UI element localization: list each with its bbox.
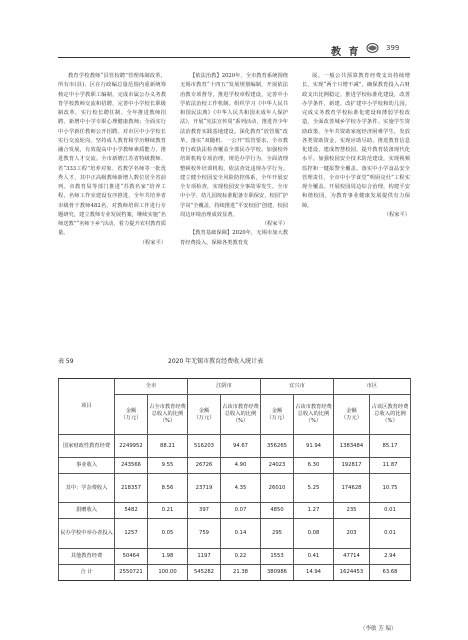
cell: 0.21	[148, 503, 188, 519]
cell: 1553	[261, 549, 294, 565]
cell: 85.17	[370, 435, 411, 458]
cell: 174628	[334, 474, 370, 503]
row-label: 捐赠收入	[59, 503, 115, 519]
cell: 0.07	[221, 503, 261, 519]
cell: 21.38	[221, 565, 261, 581]
text-column-3	[302, 72, 410, 220]
row-header: 项目	[59, 379, 115, 435]
cell: 1197	[188, 549, 221, 565]
cell: 5.25	[294, 474, 334, 503]
row-label: 民办学校中举办者投入	[59, 519, 115, 549]
text-column-2	[180, 72, 288, 248]
cell: 5482	[115, 503, 148, 519]
row-label: 其中：学杂费收入	[59, 474, 115, 503]
cell: 1257	[115, 519, 148, 549]
cell: 192817	[334, 458, 370, 474]
group-header: 江阴市	[188, 379, 261, 395]
row-label: 国家财政性教育经费	[59, 435, 115, 458]
paragraph-source: （程家平）	[383, 211, 410, 218]
column-header: 占该市教育经费总收入的比例（%）	[294, 395, 334, 435]
cell: 218357	[115, 474, 148, 503]
page-number: 399	[386, 44, 400, 52]
running-header	[0, 40, 468, 62]
section-title: 教 育	[331, 47, 361, 58]
group-header: 全市	[115, 379, 188, 395]
cell: 1.27	[294, 503, 334, 519]
cell: 88.21	[148, 435, 188, 458]
column-header: 金额 （万元）	[334, 395, 370, 435]
cell: 4.90	[221, 458, 261, 474]
column-header: 金额 （万元）	[115, 395, 148, 435]
cell: 47714	[334, 549, 370, 565]
table-footnote: （李敏 芳 编）	[360, 626, 397, 632]
cell: 243566	[115, 458, 148, 474]
cell: 545282	[188, 565, 221, 581]
text-column-1	[58, 72, 166, 248]
cell: 0.08	[294, 519, 334, 549]
cell: 0.22	[221, 549, 261, 565]
column-header: 占全市教育经费总收入的比例（%）	[148, 395, 188, 435]
cell: 397	[188, 503, 221, 519]
cell: 356265	[261, 435, 294, 458]
cell: 94.67	[221, 435, 261, 458]
table-row	[59, 458, 411, 474]
cell: 1.98	[148, 549, 188, 565]
cell: 2.94	[370, 549, 411, 565]
cell: 14.94	[294, 565, 334, 581]
row-label: 事业收入	[59, 458, 115, 474]
column-header: 占该市教育经费总收入的比例（%）	[221, 395, 261, 435]
cell: 9.55	[148, 458, 188, 474]
cell: 24023	[261, 458, 294, 474]
cell: 91.94	[294, 435, 334, 458]
cell: 26010	[261, 474, 294, 503]
cell: 1624453	[334, 565, 370, 581]
table-number: 表 59	[58, 358, 74, 365]
paragraph: 展。一般公共预算教育经费支出持续增长，实现“两个只增不减”，确保教育投入占财政支出比例稳定。推进学校标准化建设，改善办学条件，新建、改扩建中小学校和幼儿园。完成义务教育学校标准化建设和薄弱学校改造，全面改善城乡学校办学条件。实施学生资助政策，全年共资助家庭经济困难学生，发放各类资助资金，实现应助尽助。推进教育信息化建设，建成智慧校园，提升教育装备现代化水平。加强校园安全技术防范建设，实现视频监控和一键报警全覆盖。落实中小学食品安全管理责任，全市中小学食堂“明厨亮灶”工程实现全覆盖。开展校园周边综合治理，构建平安和谐校园，为教育事业健康发展提供有力保障。	[302, 73, 410, 209]
row-label: 其他教育经费	[59, 549, 115, 565]
cell: 11.87	[370, 458, 411, 474]
table-row	[59, 503, 411, 519]
cell: 26726	[188, 458, 221, 474]
cell: 0.01	[370, 503, 411, 519]
cell: 0.14	[221, 519, 261, 549]
cell: 2249952	[115, 435, 148, 458]
cell: 203	[334, 519, 370, 549]
group-header: 市区	[334, 379, 411, 395]
paragraph: 【依法治教】2020年，全市教育系统围绕无锡市教育“十四五”发展规划编制，开展依法治教专项督导，推进学校章程建设，完善中小学依法治校工作机制。组织学习《中华人民共和国民法典》《中华人民共和国未成年人保护法》，开展“宪法宣传周”系列活动，推进青少年法治教育实践基地建设。深化教育“放管服”改革，落实“双随机、一公开”监管要求，全市教育行政执法检查覆盖全部民办学校。加强校外培训机构专项治理，规范办学行为，全面清理整顿校外培训机构，依法查处违规办学行为。建立健全校园安全风险防控体系，全年开展安全专项检查，实现校园安全事故零发生。全市中小学、幼儿园按标准配备专职保安，校园“护学岗”全覆盖，持续推进“平安校园”创建，校园周边环境治理成效显著。	[180, 73, 288, 218]
cell: 23719	[188, 474, 221, 503]
cell: 516203	[188, 435, 221, 458]
table-row	[59, 519, 411, 549]
table-row	[59, 435, 411, 458]
yearbook-logo-icon	[366, 42, 379, 54]
cell: 1383484	[334, 435, 370, 458]
header-rule	[58, 57, 410, 58]
column-header: 占该区教育经费总收入的比例（%）	[370, 395, 411, 435]
cell: 4.35	[221, 474, 261, 503]
cell: 4850	[261, 503, 294, 519]
cell: 759	[188, 519, 221, 549]
cell: 0.41	[294, 549, 334, 565]
cell: 380986	[261, 565, 294, 581]
paragraph: 教育学校教师“县管校聘”管理体制改革，所有市(县)、区在行政编总量范围内重新统筹核定中小学教职工编制，完成市属公办义务教育学校教师交流和招聘，完善中小学校长职级制改革，实行校长聘任制。全年推进教师招聘，新增中小学专职心理健康教师；全面实行中小学新任教师公开招聘，对市区中小学校长实行交流轮岗。坚持成人教育和学历继续教育融合发展，有效提高中小学教师素质能力，推进教育人才交流。全市新增江苏省特级教师、省“333工程”培养对象、省教学名师等一批优秀人才，其中正高级教师新增人数位居全省前列。市教育局等部门推进“苏教名家”培养工程，名师工作室建设有序推进，全年共培养省市级骨干教师482名，对教师培训工作进行专题研究，建立教师专业发展档案，继续实施“名师送教”“名师下乡”活动，着力提升农村教育质量。	[58, 73, 166, 237]
table-row	[59, 474, 411, 503]
group-header: 宜兴市	[261, 379, 334, 395]
cell: 50464	[115, 549, 148, 565]
cell: 8.56	[148, 474, 188, 503]
paragraph-source: （程家平）	[261, 221, 288, 227]
paragraph-source: （程家平）	[139, 239, 166, 246]
table-row	[59, 549, 411, 565]
education-funding-table	[58, 378, 411, 581]
table-title: 2020 年无锡市教育经费收入统计表	[168, 358, 264, 365]
table-total-row	[59, 565, 411, 581]
cell: 63.68	[370, 565, 411, 581]
cell: 10.75	[370, 474, 411, 503]
cell: 2550721	[115, 565, 148, 581]
row-label: 合 计	[59, 565, 115, 581]
paragraph: 【教育基础保障】2020年，无锡市加大教育经费投入，保障各类教育发	[180, 230, 288, 246]
cell: 0.05	[148, 519, 188, 549]
cell: 6.30	[294, 458, 334, 474]
cell: 100.00	[148, 565, 188, 581]
column-header: 金额 （万元）	[261, 395, 294, 435]
cell: 235	[334, 503, 370, 519]
cell: 295	[261, 519, 294, 549]
cell: 0.01	[370, 519, 411, 549]
column-header: 金额 （万元）	[188, 395, 221, 435]
